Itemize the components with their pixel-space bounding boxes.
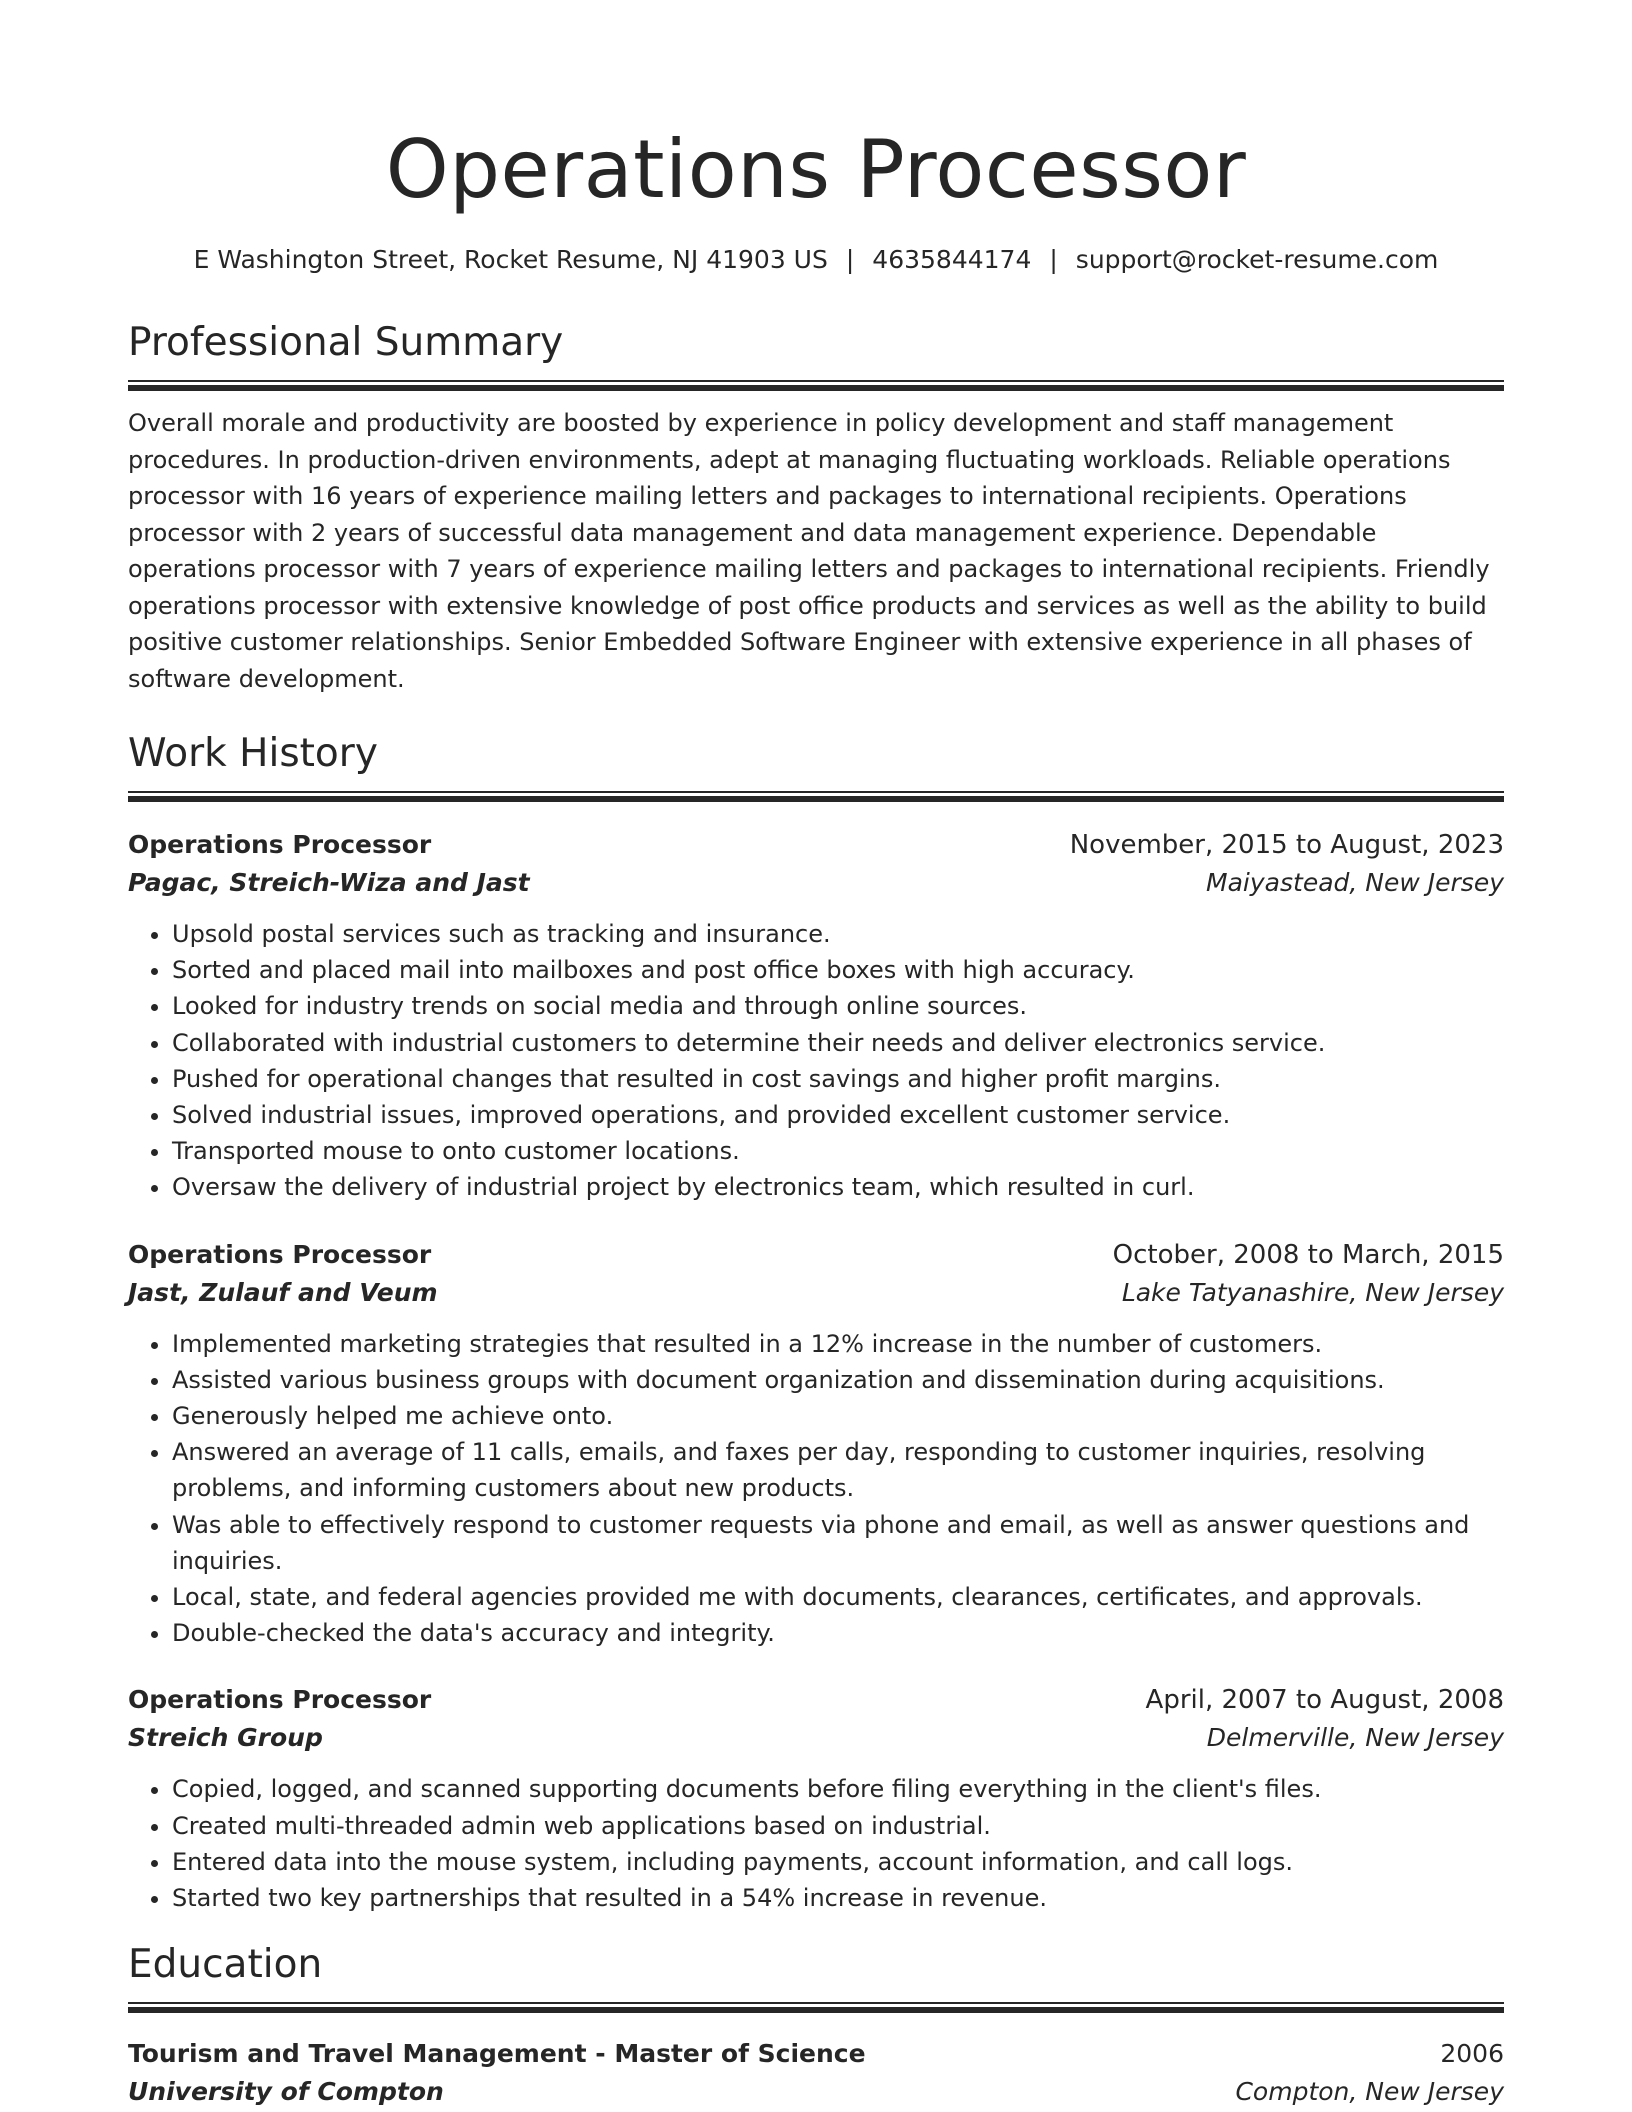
list-item: • Implemented marketing strategies that resulted in a 12% increase in the number of customers.: [172, 1326, 1504, 1362]
list-item: • Was able to effectively respond to customer requests via phone and email, as well as answer questions and inquiries.: [172, 1507, 1504, 1579]
job-entry: [128, 1236, 1504, 1652]
list-item: • Double-checked the data's accuracy and integrity.: [172, 1615, 1504, 1651]
job-bullets: [128, 1771, 1504, 1916]
contact-email: support@rocket-resume.com: [1075, 245, 1439, 274]
professional-summary-section: [128, 318, 1504, 697]
job-company: Jast, Zulauf and Veum: [128, 1277, 438, 1307]
education-entry: [128, 2035, 1504, 2111]
job-company: Pagac, Streich-Wiza and Jast: [128, 868, 530, 897]
job-dates: April, 2007 to August, 2008: [1145, 1685, 1504, 1716]
list-item: • Entered data into the mouse system, including payments, account information, and call logs.: [172, 1844, 1504, 1880]
education-degree: Tourism and Travel Management - Master of Science: [128, 2039, 866, 2069]
job-entry: [128, 826, 1504, 1206]
job-dates: October, 2008 to March, 2015: [1112, 1239, 1504, 1270]
contact-address: E Washington Street, Rocket Resume, NJ 41903 US: [193, 245, 828, 274]
contact-phone: 4635844174: [872, 245, 1032, 274]
job-location: Lake Tatyanashire, New Jersey: [1121, 1277, 1504, 1307]
education-location: Compton, New Jersey: [1235, 2077, 1504, 2107]
section-title-summary: Professional Summary: [128, 320, 564, 365]
list-item: • Oversaw the delivery of industrial project by electronics team, which resulted in curl.: [172, 1169, 1504, 1205]
list-item: • Solved industrial issues, improved operations, and provided excellent customer service.: [172, 1097, 1504, 1133]
job-bullets: [128, 916, 1504, 1206]
list-item: • Answered an average of 11 calls, emails, and faxes per day, responding to customer inquiries, resolving problems, and informing customers about new products.: [172, 1434, 1504, 1506]
contact-line: [128, 242, 1504, 278]
summary-text: Overall morale and productivity are boosted by experience in policy development and staff management procedures. In production-driven environments, adept at managing fluctuating workloads. Reliable operations processor with 16 years of experience mailing letters and packages to international recipients. Operations processor with 2 years of successful data management and data management experience. Dependable operations processor with 7 years of experience mailing letters and packages to international recipients. Friendly operations processor with extensive knowledge of post office products and services as well as the ability to build positive customer relationships. Senior Embedded Software Engineer with extensive experience in all phases of software development.: [128, 409, 1490, 693]
section-title-education: Education: [128, 1942, 323, 1988]
candidate-name: Operations Processor: [385, 123, 1247, 216]
job-dates: November, 2015 to August, 2023: [1069, 830, 1504, 860]
job-entry: [128, 1681, 1504, 1916]
contact-separator: |: [845, 245, 855, 274]
list-item: • Copied, logged, and scanned supporting documents before filing everything in the client's files.: [172, 1771, 1504, 1807]
list-item: • Generously helped me achieve onto.: [172, 1398, 1504, 1434]
list-item: • Assisted various business groups with document organization and dissemination during acquisitions.: [172, 1362, 1504, 1398]
job-title: Operations Processor: [128, 1685, 432, 1715]
education-year: 2006: [1440, 2039, 1504, 2069]
section-divider: [128, 2002, 1504, 2013]
list-item: • Collaborated with industrial customers to determine their needs and deliver electronics service.: [172, 1025, 1504, 1061]
list-item: • Created multi-threaded admin web applications based on industrial.: [172, 1808, 1504, 1844]
list-item: • Started two key partnerships that resulted in a 54% increase in revenue.: [172, 1880, 1504, 1916]
list-item: • Sorted and placed mail into mailboxes and post office boxes with high accuracy.: [172, 952, 1504, 988]
section-divider: [128, 380, 1504, 391]
job-bullets: [128, 1326, 1504, 1652]
job-location: Delmerville, New Jersey: [1206, 1723, 1504, 1753]
section-divider: [128, 791, 1504, 802]
list-item: • Looked for industry trends on social media and through online sources.: [172, 988, 1504, 1024]
list-item: • Local, state, and federal agencies provided me with documents, clearances, certificates, and approvals.: [172, 1579, 1504, 1615]
section-title-work: Work History: [128, 731, 378, 776]
list-item: • Pushed for operational changes that resulted in cost savings and higher profit margins.: [172, 1061, 1504, 1097]
job-location: Maiyastead, New Jersey: [1206, 868, 1504, 897]
job-title: Operations Processor: [128, 830, 432, 859]
work-history-section: [128, 729, 1504, 1916]
contact-separator: |: [1049, 245, 1058, 274]
job-company: Streich Group: [128, 1723, 323, 1753]
job-title: Operations Processor: [128, 1239, 432, 1269]
education-section: [128, 1940, 1504, 2111]
list-item: • Upsold postal services such as tracking and insurance.: [172, 916, 1504, 952]
education-school: University of Compton: [128, 2077, 444, 2107]
list-item: • Transported mouse to onto customer locations.: [172, 1133, 1504, 1169]
